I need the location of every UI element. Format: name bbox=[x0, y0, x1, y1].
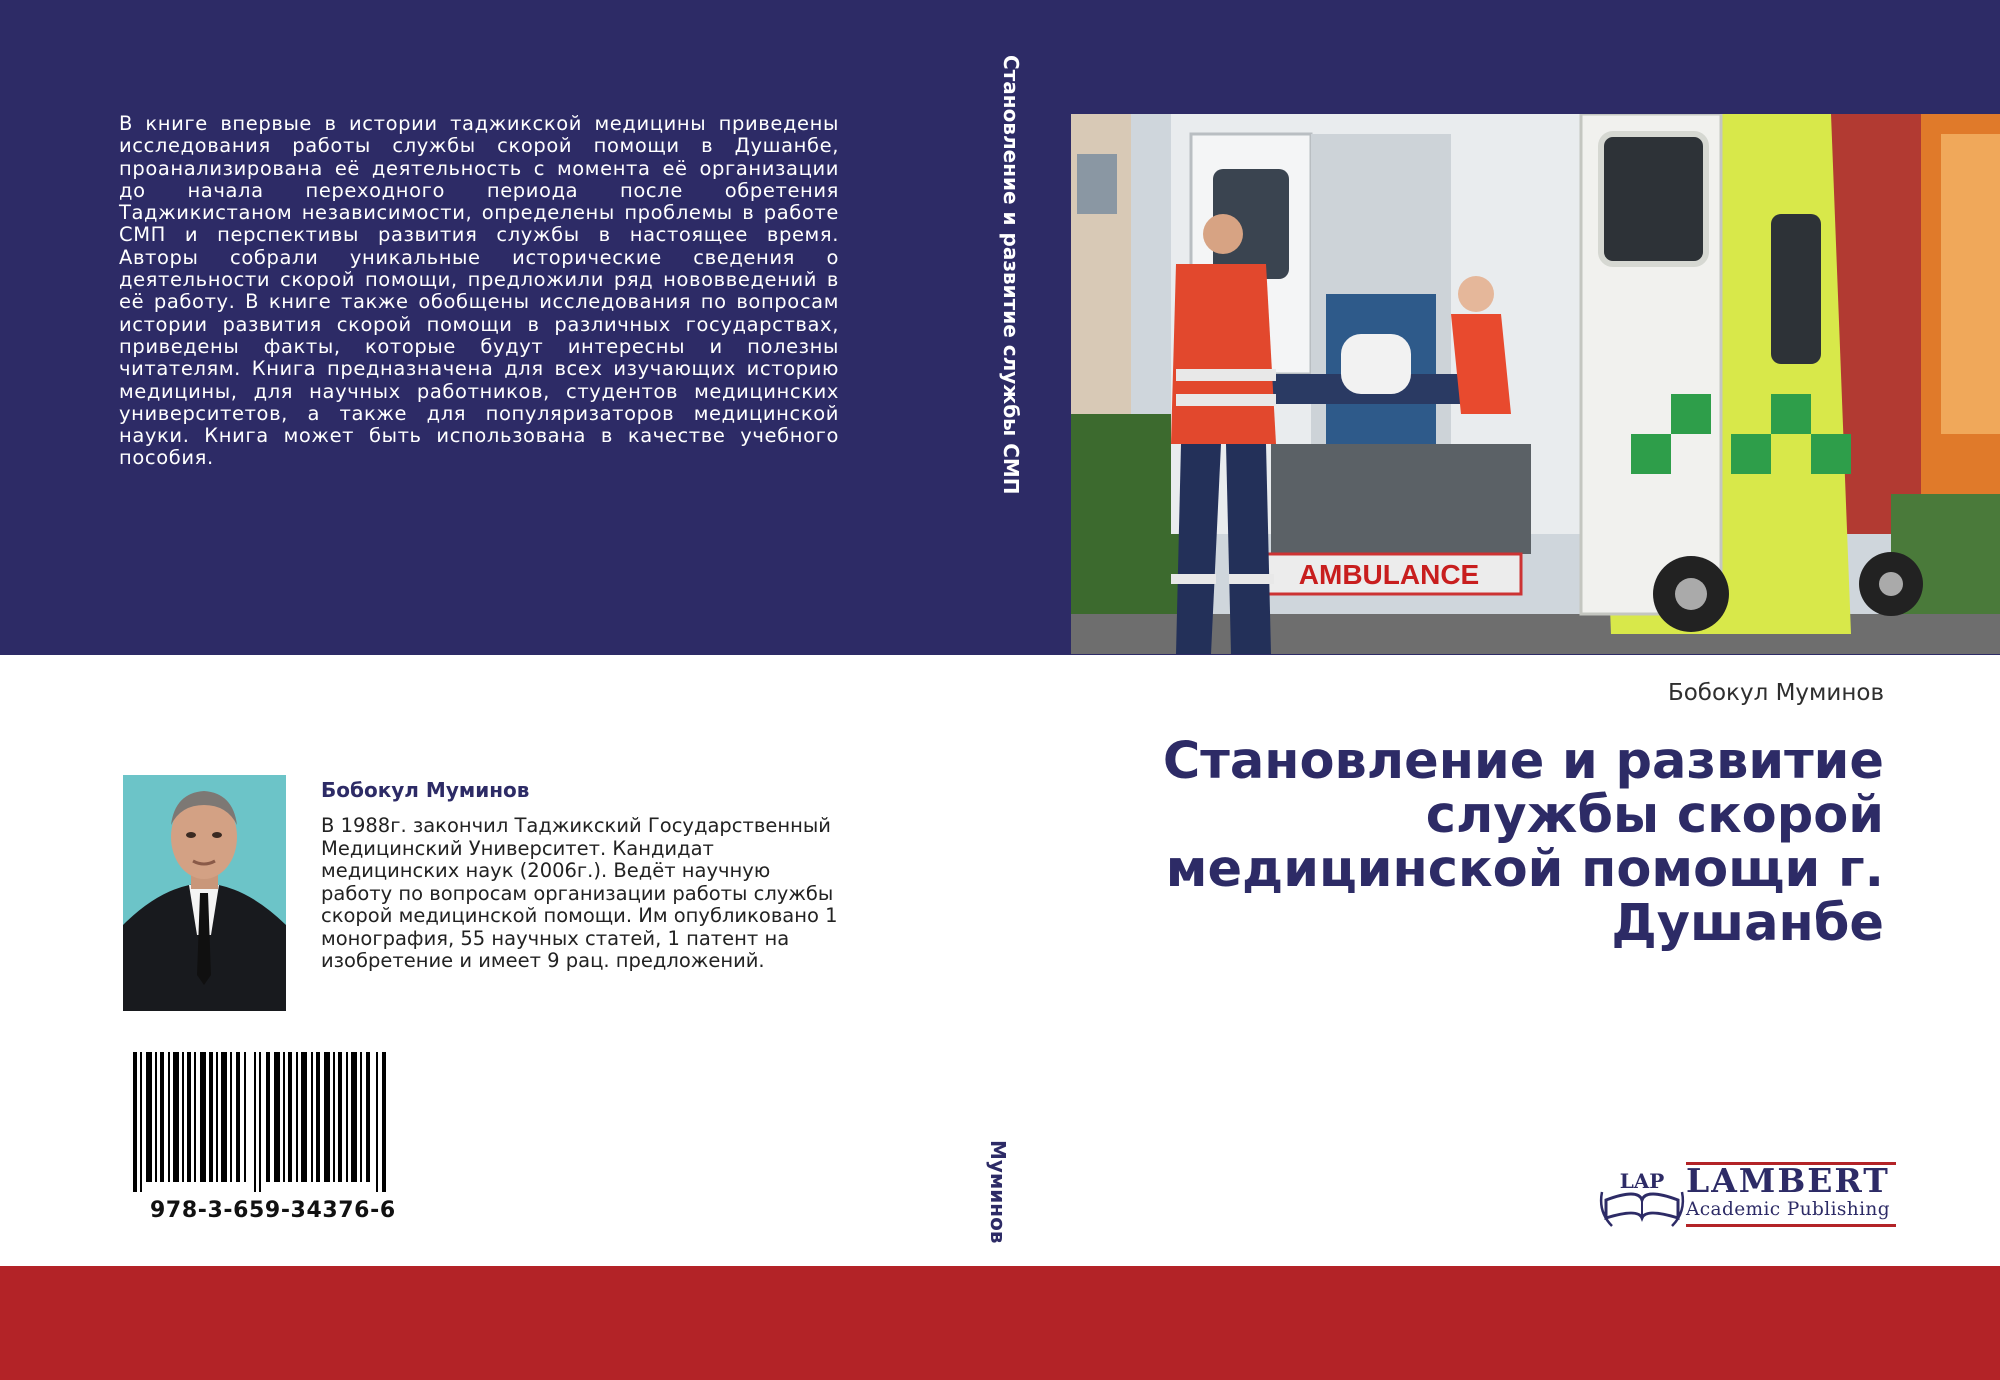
author-portrait bbox=[123, 775, 286, 1011]
spine-title: Становление и развитие службы СМП bbox=[999, 55, 1023, 495]
isbn-number: 978-3-659-34376-6 bbox=[150, 1198, 396, 1223]
back-cover-blurb: В книге впервые в истории таджикской медицины приведены исследования работы службы скорой помощи в Душанбе, проанализирована её деятельность с момента её организации до начала переходного периода после обретения Таджикистаном независимости, определены проблемы в работе СМП и перспективы развития службы в настоящее время. Авторы собрали уникальные исторические сведения о деятельности скорой помощи, предложили ряд нововведений в её работу. В книге также обобщены исследования по вопросам истории развития скорой помощи в различных государствах, приведены факты, которые будут интересны и полезны читателям. Книга предназначена для всех изучающих историю медицины, для научных работников, студентов медицинских университетов, а также для популяризаторов медицинской науки. Книга может быть использована в качестве учебного пособия. bbox=[119, 112, 839, 470]
publisher-name: LAMBERT bbox=[1686, 1161, 1890, 1200]
isbn-barcode bbox=[130, 1052, 395, 1192]
publisher-subtitle: Academic Publishing bbox=[1686, 1199, 1890, 1220]
book-title: Становление и развитие службы скорой медицинской помощи г. Душанбе bbox=[1162, 732, 1884, 953]
front-cover-author: Бобокул Муминов bbox=[1667, 680, 1884, 706]
spine-author: Муминов bbox=[986, 1140, 1010, 1244]
lap-mark: LAP bbox=[1619, 1169, 1665, 1193]
bio-author-name: Бобокул Муминов bbox=[321, 778, 530, 802]
red-bottom-band bbox=[0, 1266, 2000, 1380]
ambulance-photo bbox=[1071, 114, 2000, 654]
bio-text: В 1988г. закончил Таджикский Государственный Медицинский Университет. Кандидат медицинских наук (2006г.). Ведёт научную работу по вопросам организации работы службы скорой медицинской помощи. Им опубликовано 1 монография, 55 научных статей, 1 патент на изобретение и имеет 9 рац. предложений. bbox=[321, 814, 838, 972]
ambulance-sign: AMBULANCE bbox=[1298, 559, 1480, 590]
